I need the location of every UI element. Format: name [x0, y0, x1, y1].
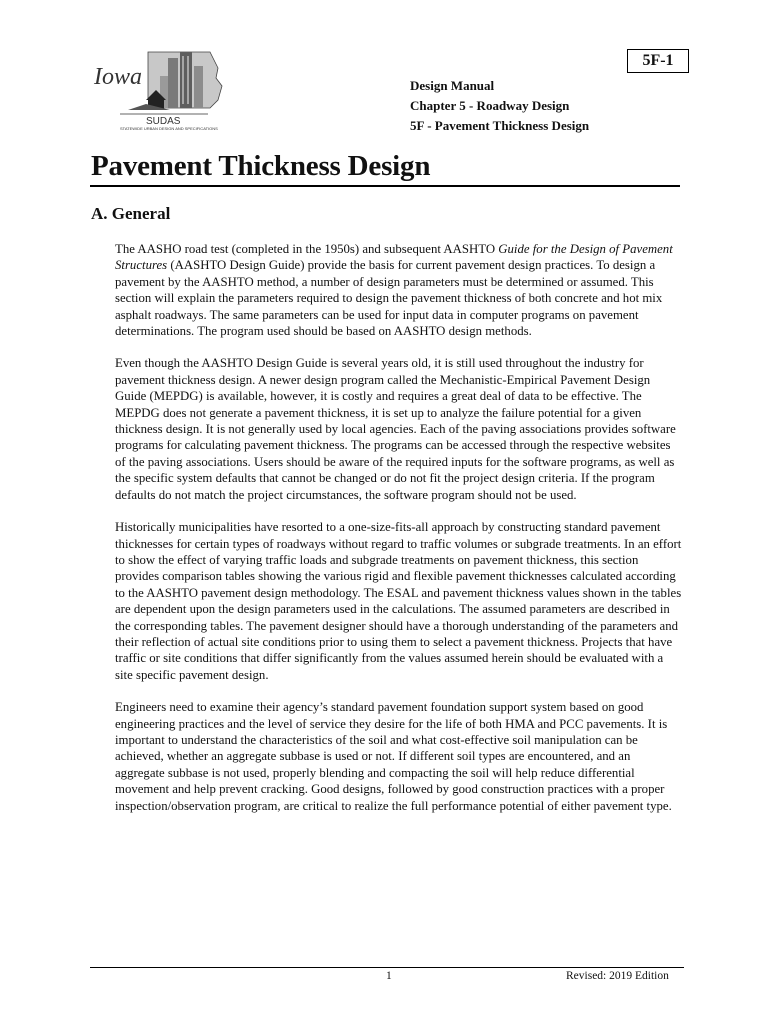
page-id-box: 5F-1	[627, 49, 689, 73]
page-number: 1	[386, 970, 392, 982]
body-text	[115, 241, 683, 830]
chapter-name: Chapter 5 - Roadway Design	[410, 98, 570, 113]
manual-name: Design Manual	[410, 78, 495, 93]
revised-edition: Revised: 2019 Edition	[566, 970, 669, 982]
section-heading: A. General	[91, 204, 171, 223]
footer-divider	[90, 967, 684, 968]
title-divider	[90, 185, 680, 187]
guide-title-italic: Guide for the Design of Pavement Structures	[115, 242, 673, 273]
section-name: 5F - Pavement Thickness Design	[410, 118, 590, 133]
paragraph-4: Engineers need to examine their agency’s standard pavement foundation support system based on good engineering practices and the level of service they desire for the life of both HMA and PCC pavements. It is important to understand the characteristics of the soil and what cost-effective soil manipulation can be achieved, whether an aggregate subbase is used or not. If different soil types are encountered, and an aggregate subbase is not used, properly blending and compacting the soil will help reduce differential movement and help prevent cracking. Good designs, followed by good construction practices with a proper inspection/observation program, are critical to realize the full performance potential of either pavement type.	[115, 700, 672, 813]
iowa-sudas-logo	[90, 48, 230, 132]
paragraph-1: The AASHO road test (completed in the 1950s) and subsequent AASHTO Guide for the Design of Pavement Structures (AASHTO Design Guide) provide the basis for current pavement design practices. To design a pavement by the AASHTO method, a number of design parameters must be determined or assumed. This section will explain the parameters required to design the pavement thickness of both concrete and hot mix asphalt roadways. The same parameters can be used for input data in computer programs on pavement determinations. The program used should be based on AASHTO design methods.	[115, 242, 673, 339]
logo-tagline: STATEWIDE URBAN DESIGN AND SPECIFICATIONS	[120, 126, 218, 131]
paragraph-2: Even though the AASHTO Design Guide is several years old, it is still used throughout the industry for pavement thickness design. A newer design program called the Mechanistic-Empirical Pavement Design Guide (MEPDG) is available, however, it is costly and requires a great deal of data to be effective. The MEPDG does not generate a pavement thickness, it is set up to analyze the failure potential for a given thickness design. It is not generally used by local agencies. Each of the paving associations provides software programs for calculating pavement thickness. The programs can be accessed through the respective websites of the paving associations. Users should be aware of the required inputs for the software programs, as well as the specific system defaults that cannot be changed or do not fit the project design criteria. If the program defaults do not match the project circumstances, the software program should not be used.	[115, 356, 676, 502]
logo-wordmark: Iowa	[94, 64, 142, 90]
page-title: Pavement Thickness Design	[91, 150, 431, 182]
logo-name: SUDAS	[146, 116, 181, 127]
header-meta	[410, 76, 589, 136]
paragraph-3: Historically municipalities have resorted to a one-size-fits-all approach by constructing standard pavement thicknesses for certain types of roadways without regard to traffic volumes or subgrade treatments. In an effort to show the effect of varying traffic loads and subgrade treatments on pavement thickness, this section provides comparison tables showing the various rigid and flexible pavement thicknesses calculated according to the AASHTO pavement design methodology. The ESAL and pavement thickness values shown in the tables are dependent upon the design parameters used in the calculations. The assumed parameters are described in the corresponding tables. The pavement designer should have a thorough understanding of the parameters and their reflection of actual site conditions prior to using them to select a pavement thickness. Projects that have traffic or site conditions that differ significantly from the values assumed herein should be evaluated with a site specific pavement design.	[115, 520, 682, 682]
